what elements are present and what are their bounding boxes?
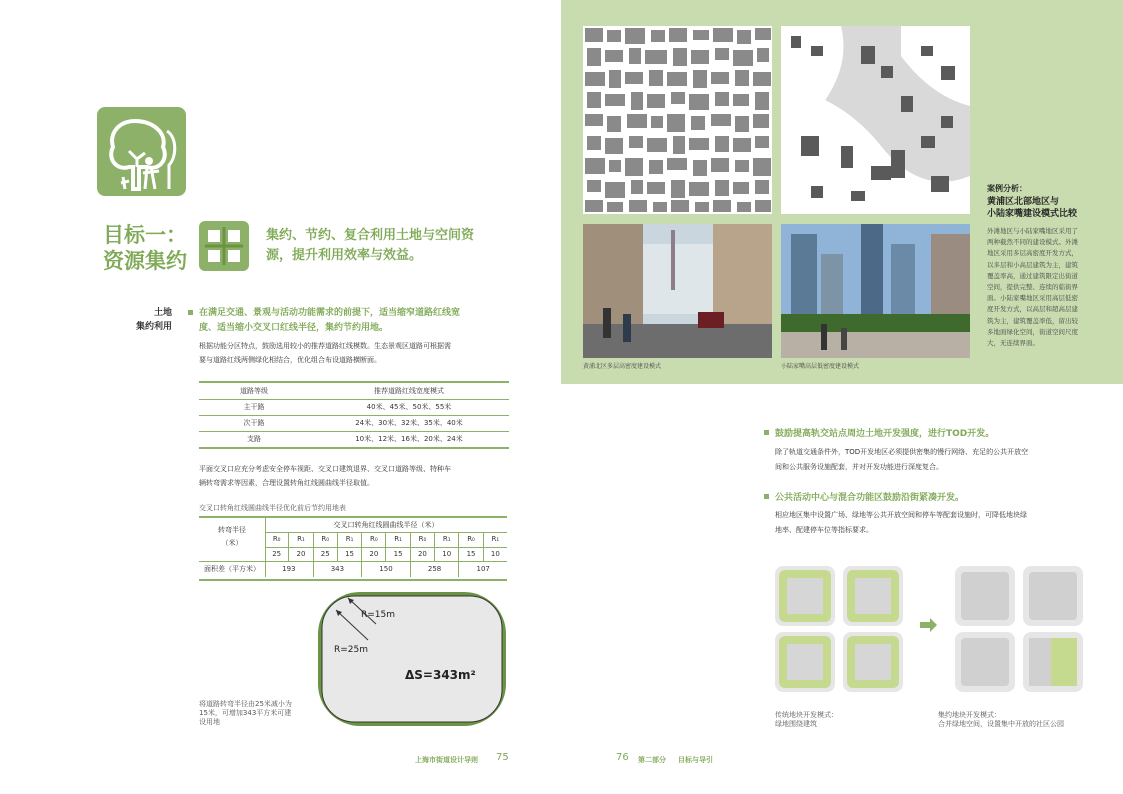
radius-table bbox=[199, 516, 507, 581]
photo1-caption: 黄浦北区多层高密度建设模式 bbox=[583, 363, 662, 370]
photo-lujiazui-street bbox=[781, 224, 970, 358]
table1-cell: 10米、12米、16米、20米、24米 bbox=[355, 435, 463, 443]
section-label-line1: 土地 bbox=[153, 308, 172, 318]
table2-row-header bbox=[199, 518, 266, 562]
diagram-caption-line1: 将道路转弯半径由25米减小为 bbox=[199, 700, 292, 708]
table2-cell: R₁ bbox=[435, 532, 459, 547]
bullet1-line1: 在满足交通、景观与活动功能需求的前提下，适当缩窄道路红线宽 bbox=[199, 308, 461, 318]
bullet3-title: 公共活动中心与混合功能区鼓励沿街紧凑开发。 bbox=[775, 493, 965, 503]
table1-cell: 主干路 bbox=[243, 403, 265, 411]
table2-cell: R₀ bbox=[362, 532, 386, 547]
bullet-square bbox=[188, 310, 193, 315]
photo-huangpu-street bbox=[583, 224, 772, 358]
case-body-line: 两种截然不同的建设模式。外滩 bbox=[987, 238, 1078, 247]
case-title-line1: 案例分析： bbox=[987, 184, 1027, 193]
table2-r-labels bbox=[265, 532, 507, 548]
caption-traditional-line1: 传统地块开发模式： bbox=[775, 711, 838, 719]
bullet-square bbox=[764, 494, 769, 499]
bullet1-line2: 度、适当缩小交叉口红线半径，集约节约用地。 bbox=[199, 323, 389, 333]
table2-cell: R₀ bbox=[265, 532, 289, 547]
bullet2-line1: 除了轨道交通条件外，TOD开发地区必须提供密集的慢行网络、充足的公共开放空 bbox=[775, 448, 1029, 456]
land-grid-icon bbox=[199, 221, 249, 271]
caption-intensive-line2: 合并绿地空间，设置集中开放的社区公园 bbox=[938, 720, 1064, 728]
diagram-caption-line3: 设用地 bbox=[199, 718, 220, 726]
case-body-line: 覆盖率高，通过建筑限定出街道 bbox=[987, 271, 1078, 280]
case-body-line: 以多层和小高层建筑为主，建筑 bbox=[987, 260, 1078, 269]
table-row bbox=[199, 400, 509, 416]
footer-right-title: 目标与导引 bbox=[678, 756, 713, 764]
table2-cell: 10 bbox=[490, 550, 500, 558]
table-row bbox=[199, 416, 509, 432]
table2-row-header-line1: 转弯半径 bbox=[218, 526, 246, 534]
table2-cell: R₁ bbox=[491, 535, 500, 543]
bullet2-title: 鼓励提高轨交站点周边土地开发强度，进行TOD开发。 bbox=[775, 429, 995, 439]
table2-cell: R₁ bbox=[386, 532, 410, 547]
table2-cell: R₁ bbox=[338, 532, 362, 547]
road-width-table bbox=[199, 381, 509, 449]
footer-left-title: 上海市街道设计导则 bbox=[415, 756, 478, 764]
case-body-line: 度开发方式，以高层和超高层建 bbox=[987, 305, 1078, 314]
case-body-line: 外滩地区与小陆家嘴地区采用了 bbox=[987, 227, 1078, 235]
bullet3-line1: 相应地区集中设置广场、绿地等公共开放空间和停车等配套设施时，可降低地块绿 bbox=[775, 511, 1027, 519]
table2-cell: 10 bbox=[435, 547, 459, 561]
footer-right-page: 76 bbox=[616, 752, 629, 763]
table2-cell: 25 bbox=[265, 547, 289, 561]
case-body-line: 大，无连续界面。 bbox=[987, 339, 1039, 348]
table1-cell: 次干路 bbox=[243, 419, 265, 427]
case-body-line: 地区采用多层高密度开发方式， bbox=[987, 249, 1078, 258]
caption-traditional-line2: 绿地围绕建筑 bbox=[775, 720, 817, 728]
table2-cell: R₁ bbox=[289, 532, 313, 547]
table2-cell: R₀ bbox=[411, 532, 435, 547]
goal-headline-line2: 源，提升利用效率与效益。 bbox=[266, 248, 423, 263]
table2-area-label: 面积差（平方米） bbox=[199, 561, 266, 577]
table2-cell: 107 bbox=[476, 565, 490, 573]
table2-cell: 15 bbox=[338, 547, 362, 561]
footer-left-page: 75 bbox=[496, 752, 509, 763]
map-huangpu-figure-ground bbox=[583, 26, 772, 214]
goal-headline-line1: 集约、节约、复合利用土地与空间资 bbox=[266, 228, 475, 243]
r25-label: R=25m bbox=[334, 645, 369, 655]
table2-area-values bbox=[265, 561, 507, 577]
bullet2-line2: 间和公共服务设施配套，并对开发功能进行深度复合。 bbox=[775, 463, 943, 471]
footer-right-part: 第二部分 bbox=[638, 756, 666, 764]
table2-group-header: 交叉口转角红线圆曲线半径（米） bbox=[265, 518, 507, 533]
table2-row-header-line2: （米） bbox=[221, 539, 243, 547]
case-body-line: 面。小陆家嘴地区采用高层低密 bbox=[987, 294, 1078, 303]
table2-cell: 258 bbox=[411, 561, 460, 577]
case-body-line: 空间，提供完整、连续的临街界 bbox=[987, 283, 1078, 292]
table2-cell: 193 bbox=[265, 561, 314, 577]
table2-cell: R₀ bbox=[314, 532, 338, 547]
table1-header-grade: 道路等级 bbox=[240, 387, 268, 395]
table2-cell: 343 bbox=[314, 561, 363, 577]
para2-line2: 辆转弯需求等因素，合理设置转角红线圆曲线半径取值。 bbox=[199, 479, 374, 487]
bullet-square bbox=[764, 430, 769, 435]
r15-label: R=15m bbox=[361, 610, 396, 620]
para2-line1: 平面交叉口应充分考虑安全停车视距、交叉口建筑退界、交叉口道路等级、特种车 bbox=[199, 465, 451, 473]
photo2-caption: 小陆家嘴高层低密度建设模式 bbox=[781, 363, 860, 370]
table2-r-values bbox=[265, 547, 507, 562]
tree-person-icon bbox=[97, 107, 186, 196]
table2-cell: 20 bbox=[289, 547, 313, 561]
table2-cell: 15 bbox=[459, 547, 483, 561]
para1-line1: 根据功能分区特点，鼓励选用较小的推荐道路红线模数。生态景观区道路可根据需 bbox=[199, 342, 451, 350]
table2-cell: 15 bbox=[386, 547, 410, 561]
table1-cell: 24米、30米、32米、35米、40米 bbox=[355, 419, 463, 427]
case-title-line2: 黄浦区北部地区与 bbox=[987, 197, 1060, 207]
table1-cell: 40米、45米、50米、55米 bbox=[366, 403, 452, 411]
table2-cell: R₀ bbox=[459, 532, 483, 547]
table2-cell: 25 bbox=[314, 547, 338, 561]
table2-cell: 20 bbox=[362, 547, 386, 561]
table2-caption: 交叉口转角红线圆曲线半径优化前后节约用地表 bbox=[199, 504, 346, 512]
intersection-diagram bbox=[318, 592, 506, 726]
table1-header-width: 推荐道路红线宽度模式 bbox=[374, 387, 444, 395]
section-label-line2: 集约利用 bbox=[135, 322, 172, 332]
case-title-line3: 小陆家嘴建设模式比较 bbox=[987, 209, 1078, 219]
table1-cell: 支路 bbox=[247, 435, 261, 443]
delta-area-label: ΔS=343m² bbox=[405, 668, 476, 682]
map-lujiazui-figure-ground bbox=[781, 26, 970, 214]
caption-intensive-line1: 集约地块开发模式： bbox=[938, 711, 1001, 719]
table2-cell: 150 bbox=[362, 561, 411, 577]
table-row bbox=[199, 432, 509, 449]
goal-label-line1: 目标一： bbox=[103, 223, 187, 247]
case-body bbox=[987, 226, 1117, 349]
diagram-caption-line2: 15米，可增加343平方米可建 bbox=[199, 709, 292, 717]
goal-label-line2: 资源集约 bbox=[103, 249, 187, 273]
para1-line2: 要与道路红线两侧绿化相结合，优化组合布设道路横断面。 bbox=[199, 356, 381, 364]
block-development-diagram bbox=[775, 564, 1085, 694]
case-body-line: 多地面绿化空间，街道空间尺度 bbox=[987, 327, 1078, 336]
table2-cell: 20 bbox=[411, 547, 435, 561]
bullet3-line2: 地率、配建停车位等指标要求。 bbox=[775, 526, 873, 534]
case-body-line: 筑为主，建筑覆盖率低，留出较 bbox=[987, 316, 1078, 325]
